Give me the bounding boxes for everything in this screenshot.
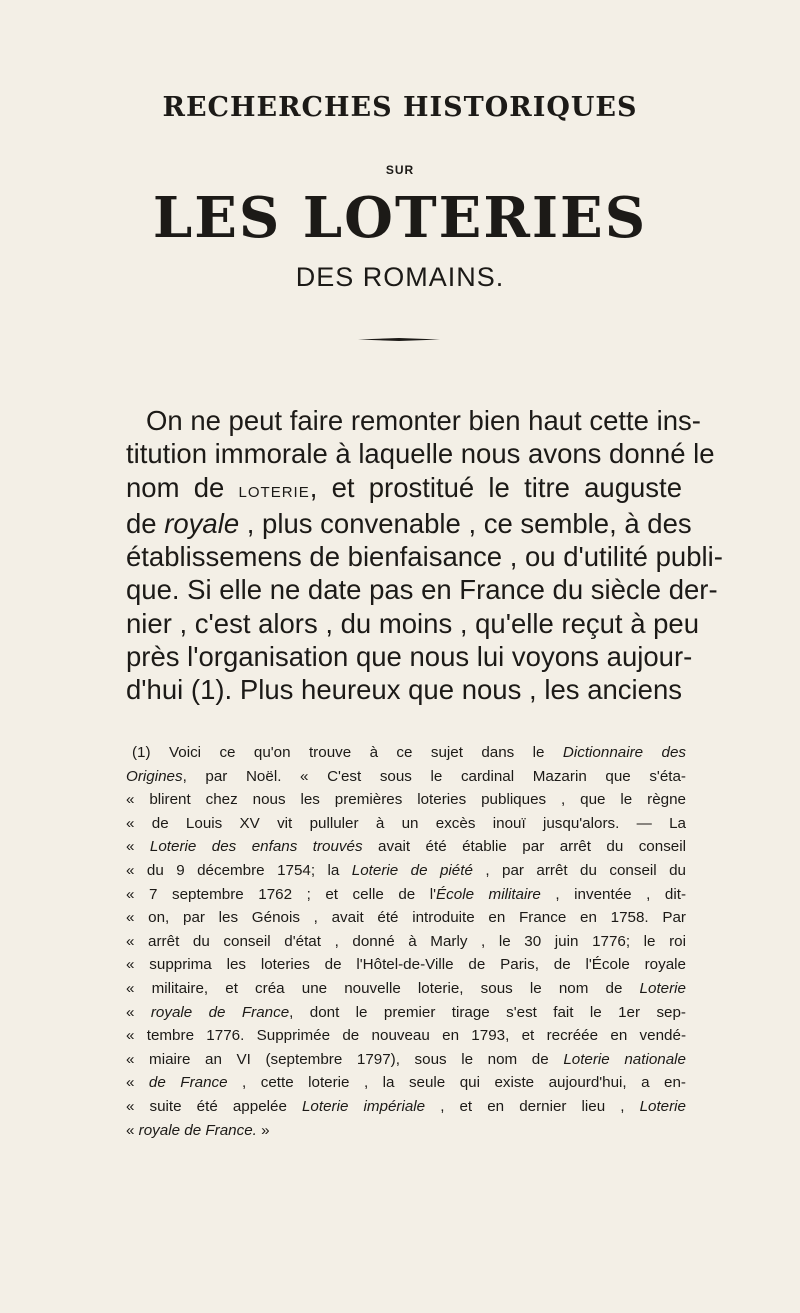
text-run: , et en dernier lieu , bbox=[425, 1097, 640, 1115]
italic-run: École militaire bbox=[436, 885, 541, 903]
main-paragraph bbox=[126, 404, 723, 707]
paragraph-line bbox=[126, 507, 692, 540]
text-run: , inventée , dit- bbox=[540, 885, 687, 903]
italic-run: royale de France. bbox=[138, 1121, 257, 1139]
text-run: , dont le premier tirage s'est fait le 1er sep- bbox=[289, 1003, 686, 1021]
footnote-line bbox=[126, 883, 686, 907]
paragraph-line bbox=[126, 471, 682, 507]
footnote-line bbox=[126, 741, 686, 765]
sur-label: SUR bbox=[385, 163, 415, 177]
text-run: avait été établie par arrêt du conseil bbox=[362, 838, 686, 856]
paragraph-line: près l'organisation que nous lui voyons aujour- bbox=[126, 641, 693, 673]
footnote-line: « de Louis XV vit pulluler à un excès inouï jusqu'alors. — La bbox=[126, 814, 686, 832]
footnote-line bbox=[126, 1071, 686, 1095]
text-run: , par Noël. « C'est sous le cardinal Mazarin que s'éta- bbox=[182, 767, 686, 785]
paragraph-line: titution immorale à laquelle nous avons donné le bbox=[126, 438, 715, 470]
footnote-line bbox=[126, 765, 686, 789]
text-run: « bbox=[126, 838, 150, 856]
italic-run: Dictionnaire des bbox=[562, 744, 686, 761]
text-run: « bbox=[126, 1121, 139, 1139]
ornamental-rule bbox=[358, 338, 440, 341]
footnote-line: « blirent chez nous les premières loteries publiques , que le règne bbox=[126, 791, 686, 809]
paragraph-line: On ne peut faire remonter bien haut cette ins- bbox=[146, 405, 701, 436]
italic-run: Origines bbox=[126, 767, 183, 785]
loterie-small-caps: loterie bbox=[238, 477, 310, 502]
footnote-line: « arrêt du conseil d'état , donné à Marly , le 30 juin 1776; le roi bbox=[126, 932, 686, 950]
paragraph-line: d'hui (1). Plus heureux que nous , les anciens bbox=[126, 674, 682, 706]
text-run: (1) Voici ce qu'on trouve à ce sujet dans le bbox=[132, 744, 563, 761]
italic-run: Loterie nationale bbox=[563, 1050, 687, 1068]
italic-run: Loterie bbox=[639, 979, 686, 997]
footnote-line: « supprima les loteries de l'Hôtel-de-Ville de Paris, de l'École royale bbox=[126, 956, 686, 974]
text-run: , cette loterie , la seule qui existe aujourd'hui, a en- bbox=[227, 1074, 686, 1092]
text-run: , plus convenable , ce semble, à des bbox=[239, 507, 692, 539]
text-run: « miaire an VI (septembre 1797), sous le nom de bbox=[126, 1050, 564, 1068]
text-run: , et prostitué le titre auguste bbox=[309, 471, 682, 503]
text-run: « suite été appelée bbox=[126, 1097, 302, 1115]
footnote-line bbox=[126, 1048, 686, 1072]
italic-run: Loterie de piété bbox=[351, 861, 473, 879]
paragraph-line: nier , c'est alors , du moins , qu'elle reçut à peu bbox=[126, 607, 700, 639]
paragraph-line: que. Si elle ne date pas en France du siècle der- bbox=[126, 574, 718, 606]
italic-run: Loterie impériale bbox=[301, 1097, 426, 1115]
royale-italic: royale bbox=[164, 507, 240, 539]
text-run: « bbox=[126, 1003, 151, 1021]
italic-run: Loterie des enfans trouvés bbox=[149, 838, 363, 856]
footnote-line bbox=[126, 977, 686, 1001]
text-run: « du 9 décembre 1754; la bbox=[126, 861, 352, 879]
footnote bbox=[126, 741, 686, 1142]
italic-run: de France bbox=[148, 1074, 228, 1092]
footnote-line bbox=[126, 859, 686, 883]
text-run: « militaire, et créa une nouvelle loterie, sous le nom de bbox=[126, 979, 640, 997]
text-run: de bbox=[126, 507, 165, 539]
text-run: « 7 septembre 1762 ; et celle de l' bbox=[126, 885, 437, 903]
footnote-line bbox=[126, 835, 686, 859]
subtitle: DES ROMAINS. bbox=[295, 262, 505, 292]
paragraph-line: établissemens de bienfaisance , ou d'utilité publi- bbox=[126, 541, 723, 573]
footnote-line bbox=[126, 1001, 686, 1025]
text-run: nom de bbox=[126, 471, 239, 503]
italic-run: Loterie bbox=[639, 1097, 687, 1115]
footnote-line: « tembre 1776. Supprimée de nouveau en 1793, et recréée en vendé- bbox=[126, 1027, 686, 1045]
text-run: , par arrêt du conseil du bbox=[472, 861, 686, 879]
running-title: RECHERCHES HISTORIQUES bbox=[162, 92, 638, 123]
text-run: « bbox=[126, 1074, 149, 1092]
main-title: LES LOTERIES bbox=[152, 185, 648, 251]
footnote-line bbox=[126, 1119, 686, 1143]
footnote-line: « on, par les Génois , avait été introduite en France en 1758. Par bbox=[126, 909, 686, 927]
italic-run: royale de France bbox=[150, 1003, 290, 1021]
text-run: » bbox=[256, 1121, 270, 1139]
footnote-line bbox=[126, 1095, 686, 1119]
